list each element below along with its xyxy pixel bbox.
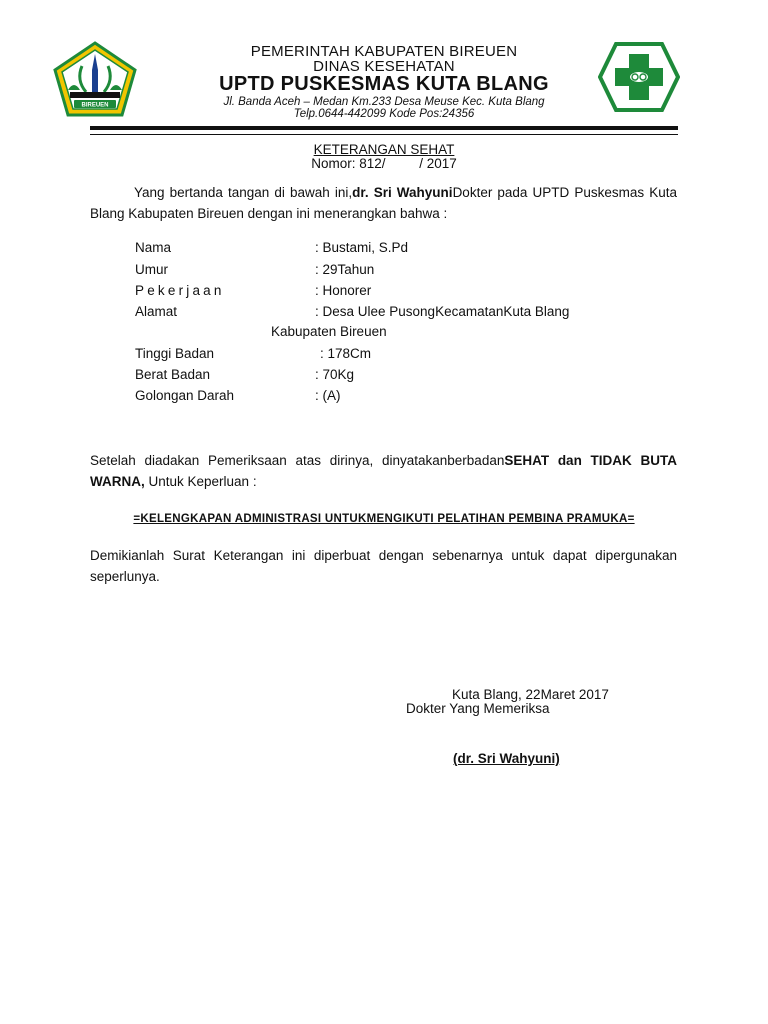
signature-place-date: Kuta Blang, 22Maret 2017 — [452, 687, 609, 702]
closing-paragraph: Demikianlah Surat Keterangan ini diperbuat dengan sebenarnya untuk dapat dipergunakan seperlunya. — [90, 548, 677, 584]
emblem-label: BIREUEN — [81, 102, 109, 109]
intro-text: Yang bertanda tangan di bawah ini, — [134, 185, 353, 200]
blood-type-label: Golongan Darah — [135, 388, 235, 403]
job-value: : Honorer — [315, 283, 372, 298]
letter-number: Nomor: 812/ / 2017 — [311, 156, 457, 171]
name-value: : Bustami, S.Pd — [315, 240, 409, 255]
purpose-statement: =KELENGKAPAN ADMINISTRASI UNTUKMENGIKUTI PELATIHAN PEMBINA PRAMUKA= — [133, 513, 635, 525]
age-label: Umur — [135, 262, 168, 277]
weight-label: Berat Badan — [135, 367, 211, 382]
header-divider-thick — [90, 126, 678, 130]
name-label: Nama — [135, 240, 172, 255]
header-address: Jl. Banda Aceh – Medan Km.233 Desa Meuse Kec. Kuta Blang — [223, 96, 545, 108]
result-text: Setelah diadakan Pemeriksaan atas dirinya, dinyatakanberbadan — [90, 453, 505, 468]
letter-title: KETERANGAN SEHAT — [313, 142, 455, 157]
signature-role: Dokter Yang Memeriksa — [406, 701, 550, 716]
header-divider-thin — [90, 134, 678, 135]
header-organization: UPTD PUSKESMAS KUTA BLANG — [219, 73, 549, 95]
header-contact: Telp.0644-442099 Kode Pos:24356 — [293, 108, 475, 120]
address-value-continued: Kabupaten Bireuen — [271, 324, 387, 339]
address-value: : Desa Ulee PusongKecamatanKuta Blang — [315, 304, 570, 319]
intro-text-continued: Dokter pada UPTD Puskesmas Kuta Blang Kabupaten Bireuen dengan ini menerangkan bahwa : — [90, 185, 678, 221]
height-value: : 178Cm — [320, 346, 372, 361]
blood-type-value: : (A) — [315, 388, 341, 403]
weight-value: : 70Kg — [315, 367, 355, 382]
doctor-name: dr. Sri Wahyuni — [352, 185, 453, 200]
result-purpose-lead: Untuk Keperluan : — [144, 474, 257, 489]
intro-paragraph — [90, 182, 677, 224]
header-department: DINAS KESEHATAN — [313, 58, 455, 75]
height-label: Tinggi Badan — [135, 346, 215, 361]
age-value: : 29Tahun — [315, 262, 375, 277]
header-government: PEMERINTAH KABUPATEN BIREUEN — [250, 43, 518, 60]
result-paragraph — [90, 450, 677, 492]
signature-name: (dr. Sri Wahyuni) — [453, 751, 560, 766]
result-status: SEHAT dan TIDAK BUTA WARNA, — [90, 453, 677, 489]
job-label: Pekerjaan — [135, 283, 225, 298]
address-label: Alamat — [135, 304, 178, 319]
